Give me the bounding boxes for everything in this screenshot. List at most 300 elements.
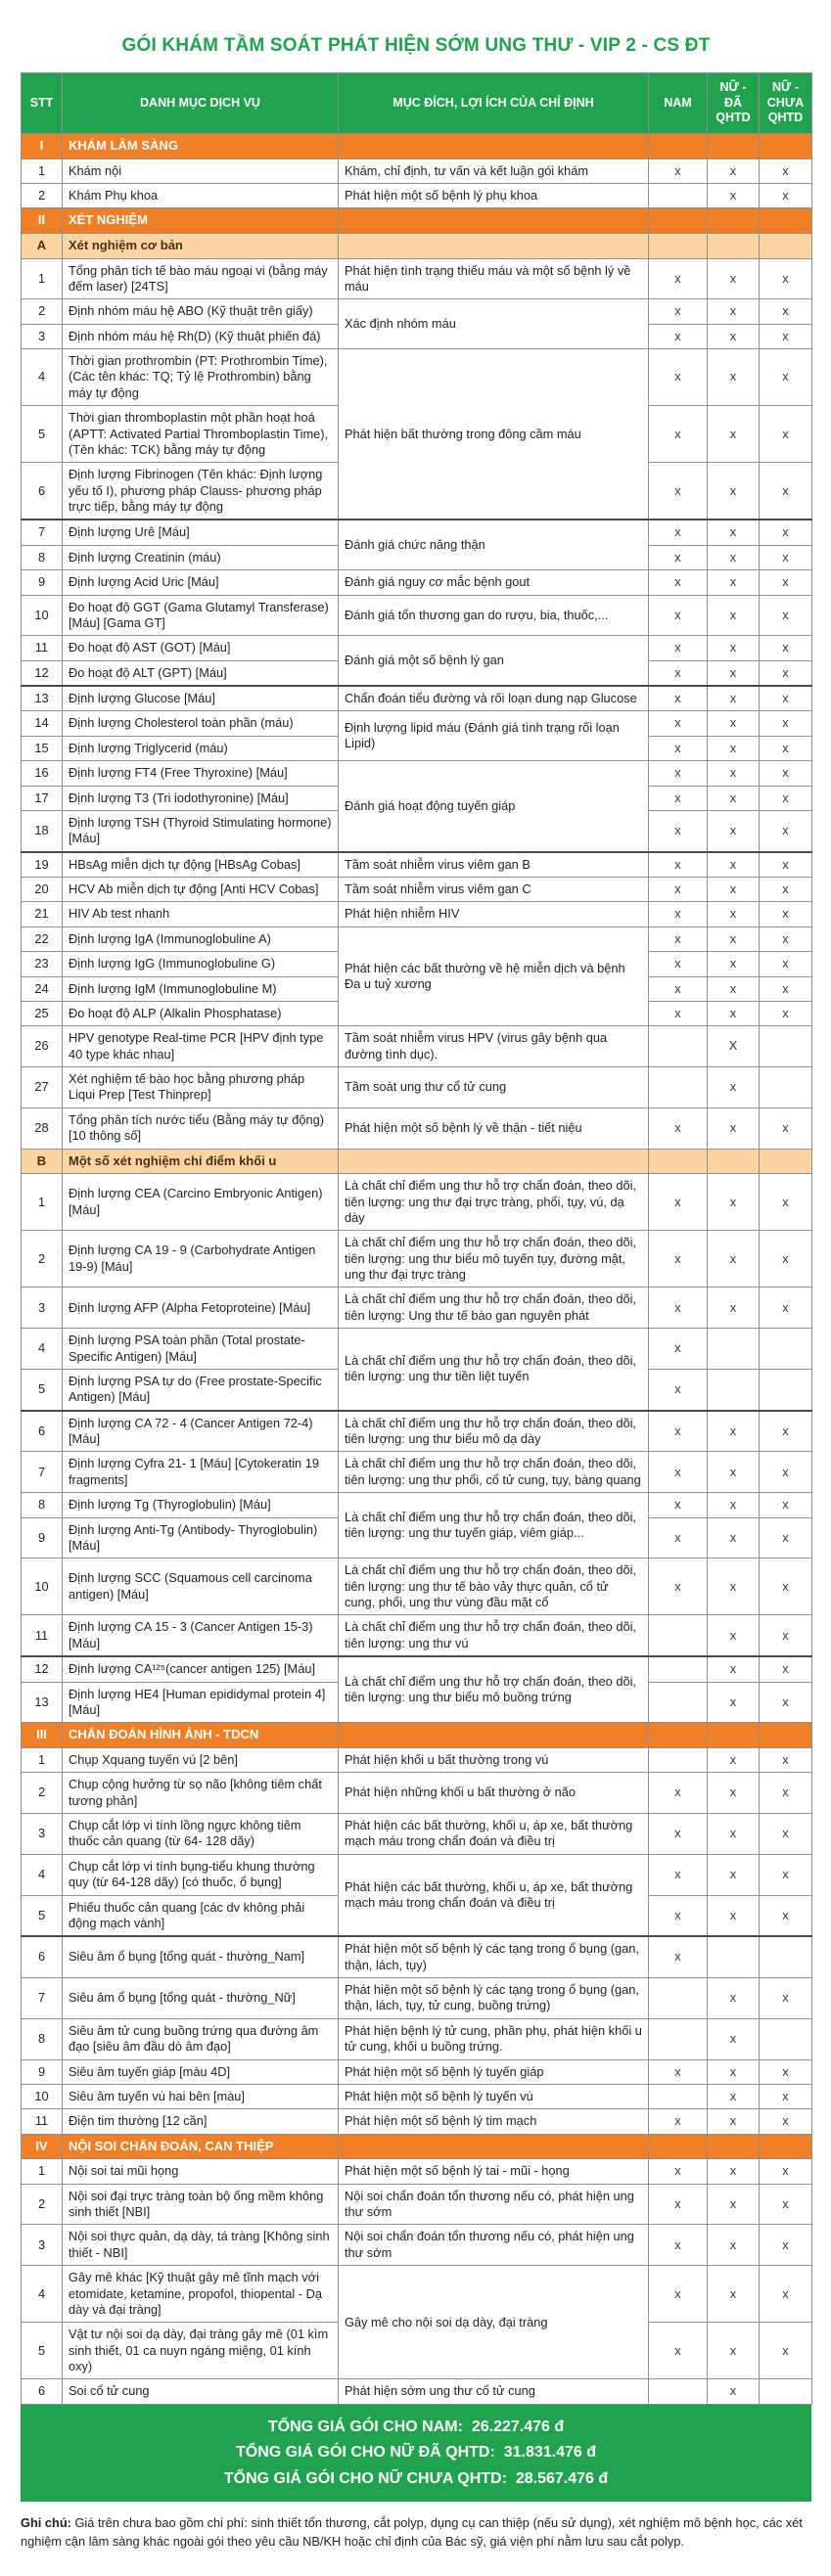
- row-number: 17: [22, 786, 63, 810]
- row-number: 5: [22, 2323, 63, 2379]
- mark-cell: x: [760, 1517, 812, 1559]
- column-header: MỤC ĐÍCH, LỢI ÍCH CỦA CHỈ ĐỊNH: [339, 73, 649, 134]
- service-cell: Đo hoạt độ ALP (Alkalin Phosphatase): [63, 1001, 339, 1025]
- total-label: TỔNG GIÁ GÓI CHO NAM:: [267, 2418, 472, 2435]
- service-cell: Định lượng Cyfra 21- 1 [Máu] [Cytokeratin 19 fragments]: [63, 1452, 339, 1493]
- service-cell: Định lượng Anti-Tg (Antibody- Thyroglobulin) [Máu]: [63, 1517, 339, 1559]
- mark-cell: x: [708, 406, 760, 463]
- section-spacer: [649, 133, 708, 158]
- mark-cell: x: [708, 2159, 760, 2184]
- section-header-row: [22, 208, 812, 234]
- page-title: GÓI KHÁM TẦM SOÁT PHÁT HIỆN SỚM UNG THƯ - VIP 2 - CS ĐT: [121, 35, 711, 56]
- service-cell: Vật tư nội soi dạ dày, đại tràng gây mê (01 kìm sinh thiết, 01 ca nuyn ngáng miệng, 01 kính oxy): [63, 2323, 339, 2379]
- table-row: [22, 1978, 812, 2019]
- service-cell: Định lượng IgM (Immunoglobuline M): [63, 976, 339, 1001]
- purpose-cell: Là chất chỉ điểm ung thư hỗ trợ chẩn đoán, theo dõi, tiên lượng: ung thư vú: [339, 1615, 649, 1656]
- row-number: 7: [22, 1978, 63, 2019]
- service-cell: Định lượng HE4 [Human epididymal protein 4] [Máu]: [63, 1682, 339, 1723]
- purpose-cell: Phát hiện một số bệnh lý tai - mũi - họng: [339, 2159, 649, 2184]
- table-row: [22, 2184, 812, 2225]
- mark-cell: [649, 1067, 708, 1108]
- row-number: 22: [22, 926, 63, 951]
- service-cell: HCV Ab miễn dịch tự động [Anti HCV Cobas]: [63, 878, 339, 902]
- service-cell: Thời gian thromboplastin một phần hoạt hoá (APTT: Activated Partial Thromboplastin Time), (Tên khác: TCK) bằng máy tự động: [63, 406, 339, 463]
- section-title: Một số xét nghiệm chỉ điểm khối u: [63, 1149, 339, 1174]
- mark-cell: x: [708, 1814, 760, 1855]
- table-row: [22, 1615, 812, 1656]
- mark-cell: [649, 1978, 708, 2019]
- mark-cell: x: [708, 736, 760, 760]
- mark-cell: x: [708, 299, 760, 324]
- mark-cell: [760, 2018, 812, 2059]
- service-cell: Định lượng Creatinin (máu): [63, 545, 339, 569]
- mark-cell: x: [708, 660, 760, 686]
- table-row: [22, 1493, 812, 1517]
- row-number: 6: [22, 2379, 63, 2404]
- mark-cell: [649, 183, 708, 207]
- section-spacer: [339, 133, 649, 158]
- section-spacer: [339, 2134, 649, 2159]
- table-row: [22, 761, 812, 786]
- row-number: 3: [22, 1814, 63, 1855]
- service-cell: HPV genotype Real-time PCR [HPV định type 40 type khác nhau]: [63, 1026, 339, 1067]
- mark-cell: x: [649, 1369, 708, 1410]
- mark-cell: x: [708, 1067, 760, 1108]
- mark-cell: x: [649, 761, 708, 786]
- mark-cell: x: [760, 1682, 812, 1723]
- service-cell: Chụp cắt lớp vi tính bụng-tiểu khung thường quy (từ 64-128 dãy) [có thuốc, ổ bụng]: [63, 1854, 339, 1895]
- table-row: [22, 520, 812, 545]
- mark-cell: [708, 1936, 760, 1977]
- mark-cell: x: [760, 1107, 812, 1149]
- table-row: [22, 2266, 812, 2323]
- row-number: 1: [22, 158, 63, 183]
- service-cell: Chụp cắt lớp vi tính lồng ngực không tiêm thuốc cản quang (từ 64- 128 dãy): [63, 1814, 339, 1855]
- total-line: [21, 2440, 811, 2465]
- mark-cell: x: [708, 1231, 760, 1288]
- mark-cell: x: [708, 952, 760, 976]
- column-header: DANH MỤC DỊCH VỤ: [63, 73, 339, 134]
- mark-cell: x: [708, 786, 760, 810]
- mark-cell: x: [708, 2225, 760, 2266]
- service-cell: Siêu âm tử cung buồng trứng qua đường âm đạo [siêu âm đầu dò âm đạo]: [63, 2018, 339, 2059]
- table-row: [22, 570, 812, 595]
- mark-cell: x: [708, 852, 760, 878]
- mark-cell: x: [649, 711, 708, 736]
- row-number: 8: [22, 2018, 63, 2059]
- mark-cell: x: [760, 852, 812, 878]
- column-header: NAM: [649, 73, 708, 134]
- section-header-row: [22, 2134, 812, 2159]
- purpose-cell: Đánh giá nguy cơ mắc bệnh gout: [339, 570, 649, 595]
- table-row: [22, 1026, 812, 1067]
- mark-cell: x: [649, 2059, 708, 2084]
- section-spacer: [339, 208, 649, 234]
- section-spacer: [649, 233, 708, 258]
- mark-cell: x: [760, 711, 812, 736]
- row-number: 13: [22, 686, 63, 711]
- section-title: Xét nghiệm cơ bản: [63, 233, 339, 258]
- table-row: [22, 1107, 812, 1149]
- table-row: [22, 2084, 812, 2108]
- mark-cell: [649, 1615, 708, 1656]
- section-spacer: [649, 1149, 708, 1174]
- mark-cell: x: [760, 183, 812, 207]
- mark-cell: x: [708, 545, 760, 569]
- section-title: XÉT NGHIỆM: [63, 208, 339, 234]
- row-number: 9: [22, 1517, 63, 1559]
- mark-cell: x: [649, 1452, 708, 1493]
- mark-cell: x: [649, 324, 708, 348]
- mark-cell: x: [760, 1773, 812, 1814]
- mark-cell: x: [760, 1231, 812, 1288]
- table-row: [22, 852, 812, 878]
- row-number: 8: [22, 545, 63, 569]
- section-header-row: [22, 1723, 812, 1748]
- table-row: [22, 1559, 812, 1615]
- row-number: 19: [22, 852, 63, 878]
- mark-cell: x: [760, 2266, 812, 2323]
- mark-cell: X: [708, 1026, 760, 1067]
- mark-cell: x: [760, 636, 812, 660]
- mark-cell: x: [708, 1107, 760, 1149]
- service-cell: Nội soi tai mũi họng: [63, 2159, 339, 2184]
- mark-cell: x: [708, 2379, 760, 2404]
- mark-cell: x: [649, 1517, 708, 1559]
- mark-cell: x: [708, 761, 760, 786]
- mark-cell: x: [760, 2159, 812, 2184]
- service-cell: Định lượng Fibrinogen (Tên khác: Định lượng yếu tố I), phương pháp Clauss- phương pháp trực tiếp, bằng máy tự động: [63, 463, 339, 520]
- mark-cell: x: [708, 2184, 760, 2225]
- mark-cell: x: [649, 1001, 708, 1025]
- mark-cell: x: [649, 1936, 708, 1977]
- table-row: [22, 1656, 812, 1682]
- mark-cell: x: [708, 1895, 760, 1936]
- mark-cell: x: [708, 926, 760, 951]
- mark-cell: x: [760, 1854, 812, 1895]
- mark-cell: x: [708, 158, 760, 183]
- mark-cell: x: [760, 952, 812, 976]
- table-row: [22, 926, 812, 951]
- section-header-row: [22, 133, 812, 158]
- mark-cell: x: [708, 902, 760, 926]
- service-cell: HBsAg miễn dịch tự động [HBsAg Cobas]: [63, 852, 339, 878]
- row-number: 2: [22, 1231, 63, 1288]
- mark-cell: x: [708, 686, 760, 711]
- row-number: 14: [22, 711, 63, 736]
- row-number: 4: [22, 1329, 63, 1370]
- service-cell: Gây mê khác [Kỹ thuật gây mê tĩnh mạch với etomidate, ketamine, propofol, thiopental - Dạ dày và đại tràng]: [63, 2266, 339, 2323]
- service-cell: Chụp Xquang tuyến vú [2 bên]: [63, 1747, 339, 1772]
- service-cell: Siêu âm tuyến giáp [màu 4D]: [63, 2059, 339, 2084]
- mark-cell: x: [708, 1615, 760, 1656]
- purpose-cell: Phát hiện các bất thường, khối u, áp xe, bất thường mạch máu trong chẩn đoán và điều trị: [339, 1854, 649, 1936]
- mark-cell: x: [760, 299, 812, 324]
- mark-cell: x: [708, 2084, 760, 2108]
- row-number: 16: [22, 761, 63, 786]
- row-number: 10: [22, 1559, 63, 1615]
- service-cell: Định lượng CA 72 - 4 (Cancer Antigen 72-4) [Máu]: [63, 1411, 339, 1452]
- note-text: Giá trên chưa bao gồm chi phí: sinh thiết tổn thương, cắt polyp, dụng cụ can thiệp (nếu sử dụng), xét nghiệm mô bệnh học, các xét nghiệm cận lâm sàng khác ngoài gói theo yêu cầu NB/KH hoặc chỉ định của Bác sỹ, giá viện phí nằm lưu sau cắt polyp.: [21, 2514, 803, 2550]
- row-number: 27: [22, 1067, 63, 1108]
- mark-cell: x: [708, 1288, 760, 1329]
- mark-cell: x: [649, 406, 708, 463]
- row-number: 3: [22, 1288, 63, 1329]
- table-row: [22, 902, 812, 926]
- service-cell: Đo hoạt độ GGT (Gama Glutamyl Transferase) [Máu] [Gama GT]: [63, 595, 339, 636]
- mark-cell: x: [708, 1559, 760, 1615]
- row-number: 26: [22, 1026, 63, 1067]
- mark-cell: x: [760, 810, 812, 851]
- mark-cell: [649, 2018, 708, 2059]
- mark-cell: x: [760, 686, 812, 711]
- mark-cell: x: [760, 1001, 812, 1025]
- service-cell: Tổng phân tích nước tiểu (Bằng máy tự động) [10 thông số]: [63, 1107, 339, 1149]
- mark-cell: [649, 2084, 708, 2108]
- mark-cell: x: [760, 406, 812, 463]
- purpose-cell: Là chất chỉ điểm ung thư hỗ trợ chẩn đoán, theo dõi, tiên lượng: Ung thư tế bào gan nguyên phát: [339, 1288, 649, 1329]
- table-row: [22, 1936, 812, 1977]
- service-cell: Định lượng IgG (Immunoglobuline G): [63, 952, 339, 976]
- note-label: Ghi chú:: [21, 2514, 71, 2530]
- mark-cell: x: [649, 1231, 708, 1288]
- purpose-cell: Phát hiện bệnh lý tử cung, phần phụ, phát hiện khối u tử cung, khối u buồng trứng.: [339, 2018, 649, 2059]
- purpose-cell: Phát hiện bất thường trong đông cầm máu: [339, 349, 649, 520]
- purpose-cell: Phát hiện sớm ung thư cổ tử cung: [339, 2379, 649, 2404]
- service-cell: HIV Ab test nhanh: [63, 902, 339, 926]
- service-cell: Định lượng Cholesterol toàn phần (máu): [63, 711, 339, 736]
- table-row: [22, 2159, 812, 2184]
- purpose-cell: Tầm soát nhiễm virus HPV (virus gây bệnh qua đường tình dục).: [339, 1026, 649, 1067]
- mark-cell: x: [760, 660, 812, 686]
- service-cell: Định lượng FT4 (Free Thyroxine) [Máu]: [63, 761, 339, 786]
- row-number: 7: [22, 1452, 63, 1493]
- mark-cell: x: [649, 463, 708, 520]
- service-cell: Xét nghiệm tế bào học bằng phương pháp Liqui Prep [Test Thinprep]: [63, 1067, 339, 1108]
- mark-cell: [760, 1067, 812, 1108]
- purpose-cell: Đánh giá hoạt động tuyến giáp: [339, 761, 649, 852]
- totals-banner: [21, 2405, 811, 2502]
- mark-cell: [760, 1936, 812, 1977]
- header-row: [22, 73, 812, 134]
- mark-cell: x: [708, 349, 760, 406]
- row-number: 12: [22, 660, 63, 686]
- mark-cell: x: [708, 810, 760, 851]
- table-row: [22, 878, 812, 902]
- mark-cell: x: [649, 902, 708, 926]
- row-number: 28: [22, 1107, 63, 1149]
- service-cell: Khám nội: [63, 158, 339, 183]
- service-cell: Tổng phân tích tế bào máu ngoại vi (bằng máy đếm laser) [24TS]: [63, 258, 339, 299]
- mark-cell: [708, 1329, 760, 1370]
- mark-cell: x: [649, 158, 708, 183]
- table-row: [22, 2379, 812, 2404]
- mark-cell: x: [760, 1174, 812, 1231]
- mark-cell: x: [760, 1747, 812, 1772]
- mark-cell: x: [760, 1452, 812, 1493]
- mark-cell: x: [760, 1615, 812, 1656]
- mark-cell: x: [708, 1747, 760, 1772]
- purpose-cell: Phát hiện một số bệnh lý tuyến vú: [339, 2084, 649, 2108]
- mark-cell: x: [708, 636, 760, 660]
- mark-cell: x: [649, 299, 708, 324]
- purpose-cell: Phát hiện các bất thường, khối u, áp xe, bất thường mạch máu trong chẩn đoán và điều trị: [339, 1814, 649, 1855]
- section-spacer: [760, 1149, 812, 1174]
- mark-cell: x: [760, 324, 812, 348]
- table-row: [22, 1288, 812, 1329]
- mark-cell: x: [760, 2109, 812, 2134]
- mark-cell: x: [649, 686, 708, 711]
- mark-cell: x: [760, 570, 812, 595]
- service-cell: Định lượng CA¹²⁵(cancer antigen 125) [Máu]: [63, 1656, 339, 1682]
- table-row: [22, 1452, 812, 1493]
- table-row: [22, 2225, 812, 2266]
- section-title: NỘI SOI CHẨN ĐOÁN, CAN THIỆP: [63, 2134, 339, 2159]
- service-cell: Định lượng Triglycerid (máu): [63, 736, 339, 760]
- service-cell: Định lượng Tg (Thyroglobulin) [Máu]: [63, 1493, 339, 1517]
- section-spacer: [649, 2134, 708, 2159]
- row-number: 6: [22, 1936, 63, 1977]
- mark-cell: x: [708, 1001, 760, 1025]
- section-id: II: [22, 208, 63, 234]
- section-header-row: [22, 233, 812, 258]
- section-spacer: [708, 2134, 760, 2159]
- service-cell: Định lượng AFP (Alpha Fetoproteine) [Máu]: [63, 1288, 339, 1329]
- mark-cell: x: [649, 2159, 708, 2184]
- mark-cell: x: [708, 1517, 760, 1559]
- mark-cell: x: [649, 1814, 708, 1855]
- table-row: [22, 183, 812, 207]
- mark-cell: x: [760, 1656, 812, 1682]
- mark-cell: x: [760, 736, 812, 760]
- section-spacer: [649, 208, 708, 234]
- mark-cell: x: [649, 2266, 708, 2323]
- mark-cell: x: [649, 926, 708, 951]
- purpose-cell: Tầm soát ung thư cổ tử cung: [339, 1067, 649, 1108]
- mark-cell: x: [649, 595, 708, 636]
- purpose-cell: Khám, chỉ định, tư vấn và kết luận gói khám: [339, 158, 649, 183]
- row-number: 24: [22, 976, 63, 1001]
- row-number: 2: [22, 2184, 63, 2225]
- mark-cell: [760, 1369, 812, 1410]
- section-spacer: [760, 208, 812, 234]
- row-number: 2: [22, 299, 63, 324]
- purpose-cell: Phát hiện một số bệnh lý tim mạch: [339, 2109, 649, 2134]
- mark-cell: x: [708, 2266, 760, 2323]
- purpose-cell: Là chất chỉ điểm ung thư hỗ trợ chẩn đoán, theo dõi, tiên lượng: ung thư tiền liệt tuyến: [339, 1329, 649, 1411]
- mark-cell: x: [760, 761, 812, 786]
- mark-cell: x: [760, 2184, 812, 2225]
- mark-cell: x: [649, 1854, 708, 1895]
- purpose-cell: Là chất chỉ điểm ung thư hỗ trợ chẩn đoán, theo dõi, tiên lượng: ung thư đại trực tràng, phổi, tụy, vú, dạ dày: [339, 1174, 649, 1231]
- purpose-cell: Phát hiện một số bệnh lý về thận - tiết niệu: [339, 1107, 649, 1149]
- row-number: 3: [22, 324, 63, 348]
- mark-cell: x: [708, 1656, 760, 1682]
- mark-cell: x: [649, 1895, 708, 1936]
- service-cell: Định lượng CEA (Carcino Embryonic Antigen) [Máu]: [63, 1174, 339, 1231]
- mark-cell: x: [760, 520, 812, 545]
- row-number: 6: [22, 463, 63, 520]
- table-row: [22, 2109, 812, 2134]
- table-row: [22, 1854, 812, 1895]
- purpose-cell: Đánh giá một số bệnh lý gan: [339, 636, 649, 686]
- mark-cell: x: [760, 1493, 812, 1517]
- purpose-cell: Phát hiện một số bệnh lý tuyến giáp: [339, 2059, 649, 2084]
- mark-cell: x: [708, 2323, 760, 2379]
- purpose-cell: Là chất chỉ điểm ung thư hỗ trợ chẩn đoán, theo dõi, tiên lượng: ung thư biểu mô buồng trứng: [339, 1656, 649, 1723]
- row-number: 6: [22, 1411, 63, 1452]
- purpose-cell: Phát hiện một số bệnh lý phụ khoa: [339, 183, 649, 207]
- mark-cell: x: [708, 1411, 760, 1452]
- mark-cell: x: [760, 976, 812, 1001]
- mark-cell: x: [649, 2323, 708, 2379]
- purpose-cell: Tầm soát nhiễm virus viêm gan C: [339, 878, 649, 902]
- section-spacer: [760, 133, 812, 158]
- row-number: 7: [22, 520, 63, 545]
- row-number: 15: [22, 736, 63, 760]
- mark-cell: x: [760, 2059, 812, 2084]
- mark-cell: x: [649, 1493, 708, 1517]
- section-spacer: [708, 1723, 760, 1748]
- section-spacer: [339, 1723, 649, 1748]
- mark-cell: x: [760, 786, 812, 810]
- purpose-cell: Là chất chỉ điểm ung thư hỗ trợ chẩn đoán, theo dõi, tiên lượng: ung thư phổi, cổ tử cung, tụy, bàng quang: [339, 1452, 649, 1493]
- service-cell: Định lượng Urê [Máu]: [63, 520, 339, 545]
- mark-cell: x: [708, 1854, 760, 1895]
- mark-cell: x: [760, 1559, 812, 1615]
- service-cell: Định nhóm máu hệ ABO (Kỹ thuật trên giấy): [63, 299, 339, 324]
- mark-cell: x: [760, 545, 812, 569]
- mark-cell: x: [760, 1288, 812, 1329]
- service-cell: Nội soi đại trực tràng toàn bộ ống mềm không sinh thiết [NBI]: [63, 2184, 339, 2225]
- mark-cell: [649, 1656, 708, 1682]
- service-cell: Định lượng SCC (Squamous cell carcinoma antigen) [Máu]: [63, 1559, 339, 1615]
- service-cell: Đo hoạt độ AST (GOT) [Máu]: [63, 636, 339, 660]
- row-number: 9: [22, 570, 63, 595]
- total-label: TỔNG GIÁ GÓI CHO NỮ ĐÃ QHTD:: [235, 2444, 504, 2462]
- mark-cell: x: [708, 1682, 760, 1723]
- purpose-cell: Phát hiện những khối u bất thường ở não: [339, 1773, 649, 1814]
- column-header: NỮ - ĐÃ QHTD: [708, 73, 760, 134]
- section-spacer: [708, 233, 760, 258]
- mark-cell: x: [708, 324, 760, 348]
- mark-cell: x: [649, 1174, 708, 1231]
- section-spacer: [339, 233, 649, 258]
- mark-cell: x: [708, 183, 760, 207]
- mark-cell: x: [649, 736, 708, 760]
- table-row: [22, 1174, 812, 1231]
- mark-cell: x: [760, 2084, 812, 2108]
- row-number: 5: [22, 1369, 63, 1410]
- section-spacer: [339, 1149, 649, 1174]
- mark-cell: x: [760, 595, 812, 636]
- total-value: 28.567.476 đ: [515, 2469, 609, 2487]
- purpose-cell: Phát hiện tình trạng thiếu máu và một số bệnh lý về máu: [339, 258, 649, 299]
- row-number: 25: [22, 1001, 63, 1025]
- section-title: KHÁM LÂM SÀNG: [63, 133, 339, 158]
- service-cell: Đo hoạt độ ALT (GPT) [Máu]: [63, 660, 339, 686]
- mark-cell: x: [760, 2225, 812, 2266]
- service-cell: Định lượng CA 19 - 9 (Carbohydrate Antigen 19-9) [Máu]: [63, 1231, 339, 1288]
- mark-cell: x: [708, 1452, 760, 1493]
- row-number: 4: [22, 349, 63, 406]
- service-cell: Thời gian prothrombin (PT: Prothrombin Time), (Các tên khác: TQ; Tỷ lệ Prothrombin) bằng máy tự động: [63, 349, 339, 406]
- note: [21, 2513, 811, 2551]
- table-row: [22, 299, 812, 324]
- row-number: 4: [22, 1854, 63, 1895]
- mark-cell: x: [708, 976, 760, 1001]
- purpose-cell: Tầm soát nhiễm virus viêm gan B: [339, 852, 649, 878]
